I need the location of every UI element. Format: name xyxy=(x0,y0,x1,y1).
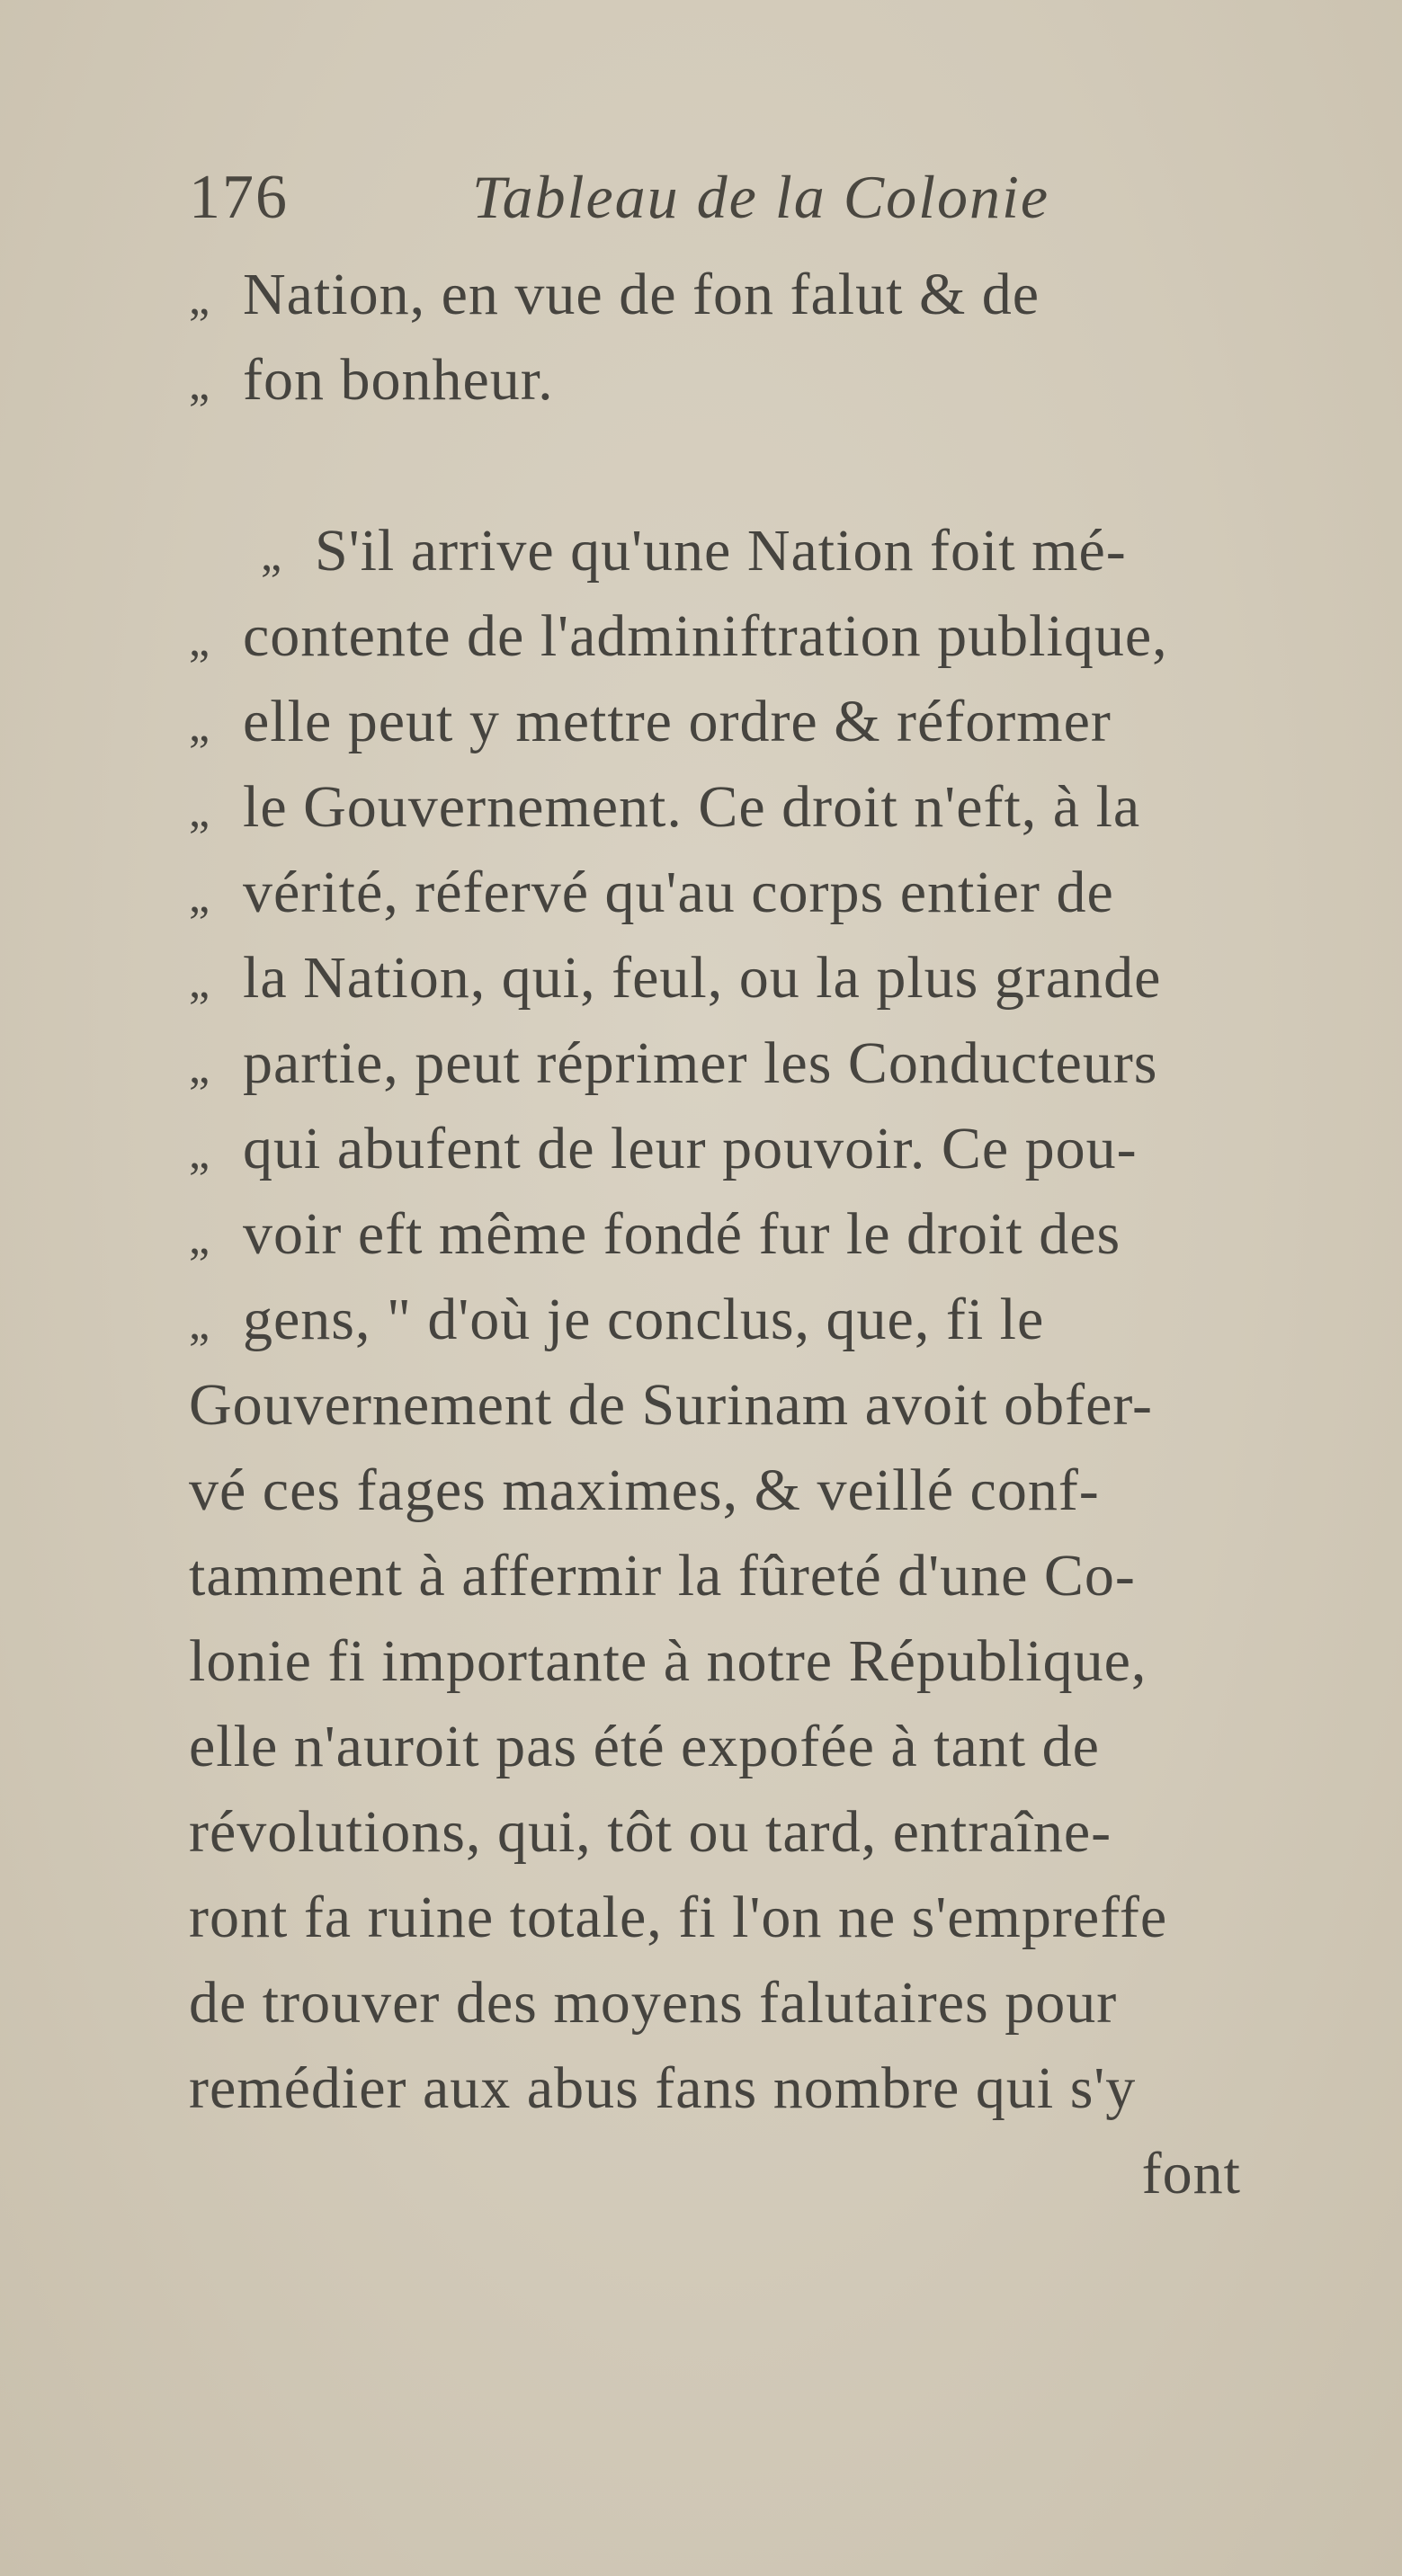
line-text: de trouver des moyens falutaires pour xyxy=(189,1970,1118,2036)
text-line xyxy=(189,679,1250,764)
quote-mark: „ xyxy=(189,786,211,837)
line-text: elle n'auroit pas été expofée à tant de xyxy=(189,1714,1100,1779)
quote-mark: „ xyxy=(261,530,283,581)
text-line xyxy=(189,1704,1250,1789)
text-line xyxy=(189,1789,1250,1875)
page-number: 176 xyxy=(189,163,289,232)
body-text xyxy=(189,252,1250,2216)
text-line xyxy=(189,1191,1250,1277)
text-line xyxy=(189,1533,1250,1618)
line-text: Nation, en vue de fon falut & de xyxy=(243,262,1040,327)
text-line xyxy=(189,1448,1250,1533)
catchword-text: font xyxy=(1141,2141,1241,2206)
quote-mark: „ xyxy=(189,1128,211,1179)
text-line xyxy=(189,508,1250,593)
line-text: elle peut y mettre ordre & réformer xyxy=(243,689,1112,754)
line-text: vé ces fages maximes, & veillé conf- xyxy=(189,1457,1100,1523)
line-text: fon bonheur. xyxy=(243,347,554,413)
quote-mark: „ xyxy=(189,1213,211,1264)
quote-mark: „ xyxy=(189,1042,211,1093)
quote-mark: „ xyxy=(189,957,211,1008)
text-line xyxy=(189,252,1250,337)
catchword xyxy=(189,2131,1250,2216)
line-text: tamment à affermir la fûreté d'une Co- xyxy=(189,1543,1136,1609)
text-line xyxy=(189,935,1250,1021)
line-text: Gouvernement de Surinam avoit obfer- xyxy=(189,1372,1154,1438)
line-text: ront fa ruine totale, fi l'on ne s'empreffe xyxy=(189,1885,1168,1950)
text-line xyxy=(189,1362,1250,1448)
line-text: qui abufent de leur pouvoir. Ce pou- xyxy=(243,1116,1138,1181)
text-line xyxy=(189,1021,1250,1106)
quote-mark: „ xyxy=(189,1298,211,1350)
line-text: vérité, réfervé qu'au corps entier de xyxy=(243,860,1114,925)
page-header xyxy=(189,162,1223,243)
line-text: le Gouvernement. Ce droit n'eft, à la xyxy=(243,774,1141,840)
line-text: voir eft même fondé fur le droit des xyxy=(243,1201,1121,1267)
line-text: lonie fi importante à notre République, xyxy=(189,1628,1147,1694)
text-line xyxy=(189,2046,1250,2131)
line-text: révolutions, qui, tôt ou tard, entraîne- xyxy=(189,1799,1112,1865)
text-line xyxy=(189,337,1250,423)
text-line xyxy=(189,1618,1250,1704)
text-line xyxy=(189,764,1250,850)
text-line xyxy=(189,1106,1250,1191)
quote-mark: „ xyxy=(189,359,211,410)
text-line xyxy=(189,1960,1250,2046)
quote-mark: „ xyxy=(189,273,211,325)
line-text: gens, " d'où je conclus, que, fi le xyxy=(243,1287,1045,1352)
line-text: contente de l'adminiftration publique, xyxy=(243,603,1168,669)
text-line xyxy=(189,1277,1250,1362)
text-line xyxy=(189,1875,1250,1960)
line-text: la Nation, qui, feul, ou la plus grande xyxy=(243,945,1162,1011)
running-head: Tableau de la Colonie xyxy=(472,163,1050,231)
line-text: remédier aux abus fans nombre qui s'y xyxy=(189,2055,1137,2121)
quote-mark: „ xyxy=(189,700,211,752)
line-text: S'il arrive qu'une Nation foit mé- xyxy=(315,518,1127,584)
quote-mark: „ xyxy=(189,615,211,666)
line-text: partie, peut réprimer les Conducteurs xyxy=(243,1030,1158,1096)
quote-mark: „ xyxy=(189,871,211,923)
text-line xyxy=(189,593,1250,679)
text-line xyxy=(189,850,1250,935)
